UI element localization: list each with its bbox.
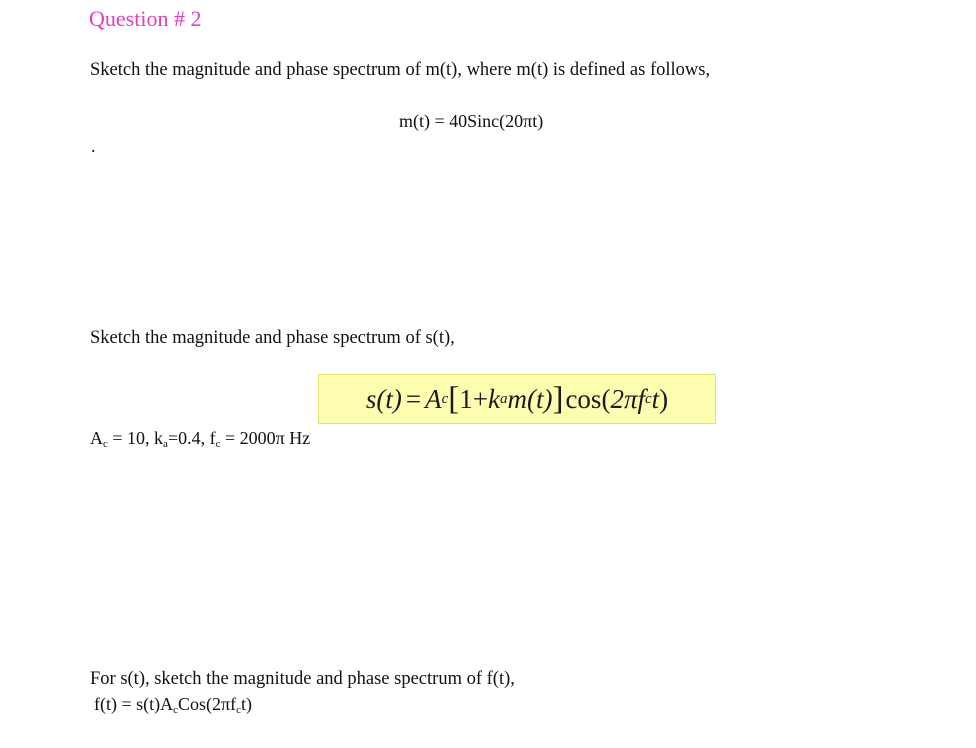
eq-arg-sub: c [644, 390, 652, 407]
eq-one-plus: 1+ [459, 383, 488, 414]
eq-arg-tail: t [651, 383, 660, 414]
eq-arg: 2πf [610, 383, 645, 414]
message-signal-equation: m(t) = 40Sinc(20πt) [399, 111, 544, 131]
part1-instruction: Sketch the magnitude and phase spectrum of m(t), where m(t) is defined as follows, [90, 60, 711, 80]
eq-close-paren: ) [659, 383, 669, 414]
eq-open-paren: ( [601, 383, 611, 414]
eq-close-bracket: ] [552, 380, 564, 417]
eq-k-sub: a [499, 390, 508, 407]
eq-cos: cos [565, 383, 602, 414]
stray-period: . [91, 136, 96, 156]
question-title: Question # 2 [89, 6, 202, 31]
eq-equals: = [405, 383, 422, 414]
demodulated-signal-equation: $f(t) = s(t)A_cCos(2\pi f_ct)$ [94, 694, 253, 716]
part2-instruction: Sketch the magnitude and phase spectrum of s(t), [90, 328, 455, 348]
eq-k: k [487, 383, 500, 414]
signal-parameters: $A_c = 10$, $k_a=0.4$, $f_c = 2000\pi$ Hz [90, 428, 311, 450]
eq-amplitude: A [425, 383, 442, 414]
eq-lhs: s(t) [365, 383, 402, 414]
am-signal-equation [318, 374, 716, 424]
eq-amplitude-sub: c [441, 390, 449, 407]
part3-instruction: For s(t), sketch the magnitude and phase spectrum of f(t), [90, 669, 515, 689]
eq-m-t: m(t) [507, 383, 553, 414]
eq-open-bracket: [ [448, 380, 460, 417]
